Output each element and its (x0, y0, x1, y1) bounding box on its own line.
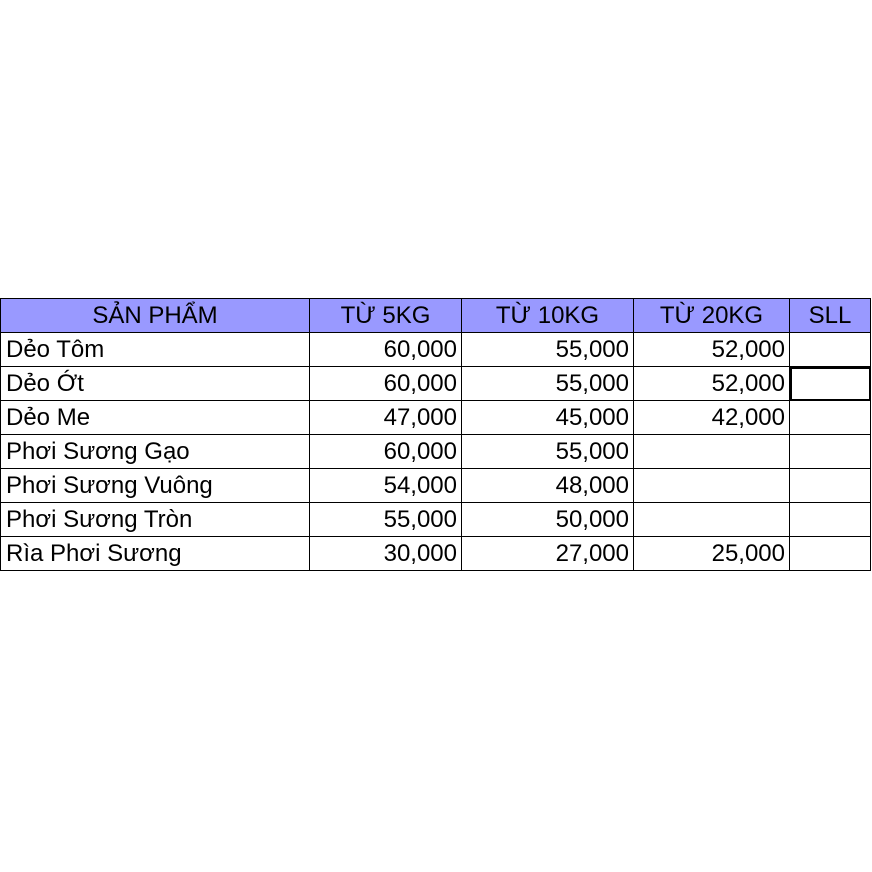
sll-cell[interactable] (790, 503, 871, 537)
price-20kg-cell[interactable]: 52,000 (634, 367, 790, 401)
table-row (1, 469, 871, 503)
price-10kg-cell[interactable]: 55,000 (462, 333, 634, 367)
product-name-cell[interactable]: Dẻo Tôm (1, 333, 310, 367)
header-cell-from-10kg[interactable]: TỪ 10KG (462, 299, 634, 333)
sll-cell[interactable] (790, 401, 871, 435)
price-10kg-cell[interactable]: 45,000 (462, 401, 634, 435)
table-row (1, 367, 871, 401)
price-10kg-cell[interactable]: 50,000 (462, 503, 634, 537)
sll-cell[interactable] (790, 537, 871, 571)
sll-cell[interactable] (790, 469, 871, 503)
table-row (1, 401, 871, 435)
header-cell-from-5kg[interactable]: TỪ 5KG (310, 299, 462, 333)
price-10kg-cell[interactable]: 48,000 (462, 469, 634, 503)
price-20kg-cell[interactable] (634, 469, 790, 503)
price-5kg-cell[interactable]: 55,000 (310, 503, 462, 537)
product-name-cell[interactable]: Rìa Phơi Sương (1, 537, 310, 571)
spreadsheet-grid (0, 298, 871, 571)
price-5kg-cell[interactable]: 60,000 (310, 435, 462, 469)
product-name-cell[interactable]: Dẻo Ớt (1, 367, 310, 401)
header-cell-product[interactable]: SẢN PHẨM (1, 299, 310, 333)
price-10kg-cell[interactable]: 55,000 (462, 367, 634, 401)
header-cell-sll[interactable]: SLL (790, 299, 871, 333)
product-name-cell[interactable]: Phơi Sương Tròn (1, 503, 310, 537)
product-name-cell[interactable]: Dẻo Me (1, 401, 310, 435)
price-20kg-cell[interactable] (634, 503, 790, 537)
price-table (0, 298, 871, 571)
price-5kg-cell[interactable]: 60,000 (310, 367, 462, 401)
selected-sll-cell[interactable] (790, 367, 871, 401)
table-row (1, 503, 871, 537)
price-10kg-cell[interactable]: 27,000 (462, 537, 634, 571)
product-name-cell[interactable]: Phơi Sương Vuông (1, 469, 310, 503)
price-5kg-cell[interactable]: 30,000 (310, 537, 462, 571)
price-5kg-cell[interactable]: 47,000 (310, 401, 462, 435)
price-10kg-cell[interactable]: 55,000 (462, 435, 634, 469)
sll-cell[interactable] (790, 333, 871, 367)
price-20kg-cell[interactable]: 42,000 (634, 401, 790, 435)
price-5kg-cell[interactable]: 54,000 (310, 469, 462, 503)
price-20kg-cell[interactable]: 25,000 (634, 537, 790, 571)
price-20kg-cell[interactable] (634, 435, 790, 469)
table-row (1, 537, 871, 571)
table-row (1, 333, 871, 367)
product-name-cell[interactable]: Phơi Sương Gạo (1, 435, 310, 469)
header-cell-from-20kg[interactable]: TỪ 20KG (634, 299, 790, 333)
sll-cell[interactable] (790, 435, 871, 469)
price-20kg-cell[interactable]: 52,000 (634, 333, 790, 367)
header-row (1, 299, 871, 333)
table-row (1, 435, 871, 469)
price-5kg-cell[interactable]: 60,000 (310, 333, 462, 367)
